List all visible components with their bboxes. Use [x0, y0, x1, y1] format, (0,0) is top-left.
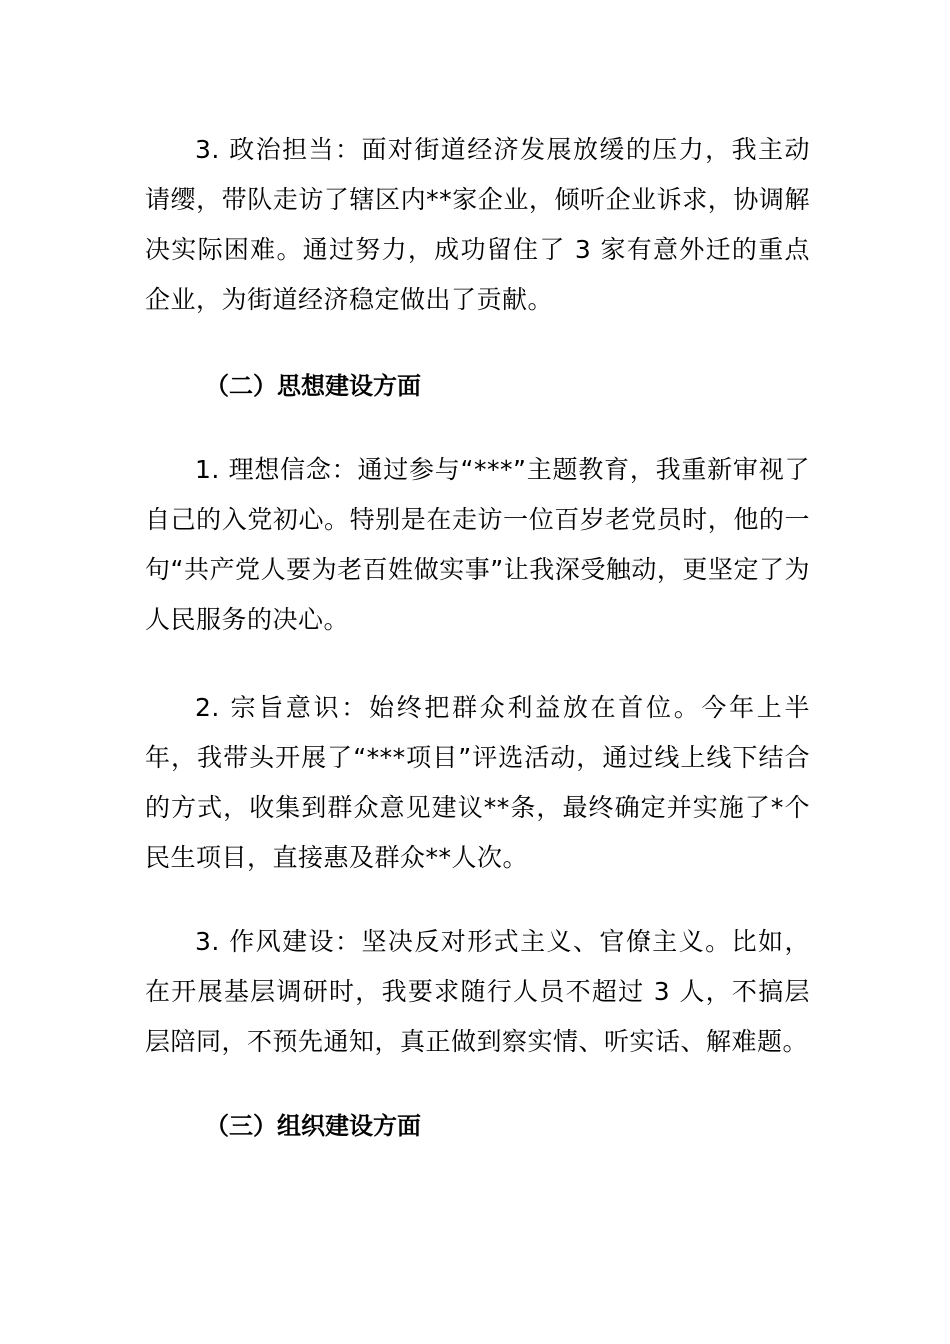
- paragraph-political-responsibility: 3. 政治担当：面对街道经济发展放缓的压力，我主动请缨，带队走访了辖区内**家企业，倾听企业诉求，协调解决实际困难。通过努力，成功留住了 3 家有意外迁的重点企业，为街道经济稳定做出了贡献。: [145, 135, 810, 314]
- section-heading-organization: （三）组织建设方面: [205, 1112, 421, 1140]
- paragraph-ideals-beliefs: 1. 理想信念：通过参与“***”主题教育，我重新审视了自己的入党初心。特别是在走访一位百岁老党员时，他的一句“共产党人要为老百姓做实事”让我深受触动，更坚定了为人民服务的决心。: [145, 455, 810, 634]
- paragraph-work-style: 3. 作风建设：坚决反对形式主义、官僚主义。比如，在开展基层调研时，我要求随行人员不超过 3 人，不搞层层陪同，不预先通知，真正做到察实情、听实话、解难题。: [145, 927, 810, 1056]
- section-heading-ideology: （二）思想建设方面: [205, 372, 421, 400]
- paragraph-purpose-awareness: 2. 宗旨意识：始终把群众利益放在首位。今年上半年，我带头开展了“***项目”评选活动，通过线上线下结合的方式，收集到群众意见建议**条，最终确定并实施了*个民生项目，直接惠及群众**人次。: [145, 693, 810, 872]
